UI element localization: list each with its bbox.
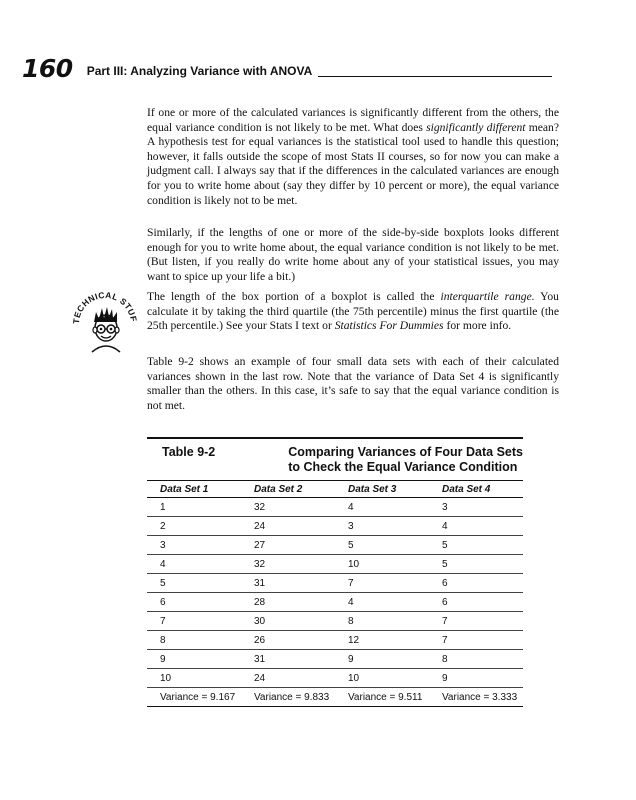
table-row: [147, 536, 523, 555]
table-cell: 3: [335, 517, 429, 536]
table-cell: 6: [429, 574, 523, 593]
table-cell: 7: [429, 612, 523, 631]
table-cell: 9: [147, 650, 241, 669]
paragraph-boxplots: [147, 226, 559, 284]
table-cell: 32: [241, 555, 335, 574]
technical-stuff-icon-graphic: [70, 284, 140, 354]
table-cell: 10: [147, 669, 241, 688]
table-cell: 4: [147, 555, 241, 574]
table-row: [147, 593, 523, 612]
table-row: [147, 650, 523, 669]
table-cell: 7: [147, 612, 241, 631]
table-cell: 6: [147, 593, 241, 612]
column-header: Data Set 4: [429, 481, 523, 498]
table-cell: 10: [335, 669, 429, 688]
table-cell: 7: [335, 574, 429, 593]
data-table: [147, 480, 523, 707]
table-header-row: [147, 481, 523, 498]
table-cell: Variance = 9.167: [147, 688, 241, 707]
table-body: [147, 498, 523, 707]
table-row: [147, 669, 523, 688]
table-cell: 2: [147, 517, 241, 536]
table-caption: [288, 445, 523, 475]
table-title-row: [147, 439, 523, 480]
column-header: Data Set 2: [241, 481, 335, 498]
text-run: for more info.: [443, 319, 512, 333]
text-run: The length of the box portion of a boxplot is called the: [147, 290, 441, 303]
text-run: Table 9-2 shows an example of four small data sets with each of their calculated variances shown in the last row. Note that the variance of Data Set 4 is significantly smaller than the others. In this case, it’s safe to say that the equal variance condition is not met.: [147, 355, 559, 412]
table-cell: 26: [241, 631, 335, 650]
technical-stuff-icon: [70, 284, 140, 354]
table-cell: 6: [429, 593, 523, 612]
table-cell: 1: [147, 498, 241, 517]
table-cell: 28: [241, 593, 335, 612]
table-cell: Variance = 3.333: [429, 688, 523, 707]
table-row: [147, 631, 523, 650]
table-caption-line-2: to Check the Equal Variance Condition: [288, 460, 518, 474]
table-number: Table 9-2: [162, 445, 216, 459]
table-cell: 24: [241, 517, 335, 536]
paragraph-interquartile-range: [147, 290, 559, 334]
table-cell: 9: [335, 650, 429, 669]
paragraph-variance-judgment: [147, 106, 559, 208]
table-cell: Variance = 9.833: [241, 688, 335, 707]
table-cell: 31: [241, 574, 335, 593]
running-header: [22, 55, 552, 81]
table-cell: 3: [429, 498, 523, 517]
text-run: You calculate it by taking the third quartile (the 75th percentile) minus the first quartile (the 25th percentile.) See your Stats I text or: [147, 290, 559, 333]
table-cell: 4: [429, 517, 523, 536]
text-run: Similarly, if the lengths of one or more of the side-by-side boxplots looks different enough for you to write home about, the equal variance condition is not likely to be met. (But listen, if you really do write home about any of your statistical issues, you may want to spice up your life a bit.): [147, 226, 559, 283]
icon-arc-label: TECHNICAL STUF: [70, 289, 139, 325]
table-cell: 5: [147, 574, 241, 593]
table-9-2: [147, 437, 523, 707]
table-cell: 8: [429, 650, 523, 669]
part-title: Part III: Analyzing Variance with ANOVA: [86, 64, 313, 78]
column-header: Data Set 1: [147, 481, 241, 498]
table-cell: 4: [335, 593, 429, 612]
italic-term: Statistics For Dummies: [334, 319, 444, 333]
table-row: [147, 498, 523, 517]
table-cell: 5: [335, 536, 429, 555]
table-cell: 8: [147, 631, 241, 650]
text-run: If one or more of the calculated variances is significantly different from the others, the equal variance condition is not likely to be met. What does: [147, 106, 559, 134]
table-cell: 7: [429, 631, 523, 650]
header-rule: [318, 76, 552, 77]
table-cell: 8: [335, 612, 429, 631]
table-cell: 27: [241, 536, 335, 555]
table-cell: 9: [429, 669, 523, 688]
table-row: [147, 612, 523, 631]
table-cell: 4: [335, 498, 429, 517]
table-caption-line-1: Comparing Variances of Four Data Sets: [288, 445, 523, 459]
italic-term: significantly different: [426, 120, 526, 134]
table-cell: 30: [241, 612, 335, 631]
italic-term: interquartile range.: [440, 290, 535, 303]
table-row: [147, 574, 523, 593]
table-cell: 12: [335, 631, 429, 650]
paragraph-table-intro: [147, 355, 559, 413]
table-cell: 5: [429, 536, 523, 555]
table-cell: 31: [241, 650, 335, 669]
page-number: 160: [22, 54, 73, 83]
table-cell: 32: [241, 498, 335, 517]
table-cell: 3: [147, 536, 241, 555]
table-cell: 24: [241, 669, 335, 688]
text-run: mean? A hypothesis test for equal variances is the statistical tool used to handle this question; however, it falls outside the scope of most Stats II courses, so for now you can make a judgment call. I always say that if the differences in the calculated variances are enough for you to write home about (say they differ by 10 percent or more), the equal variance condition is likely not to be met.: [147, 120, 559, 207]
table-cell: Variance = 9.511: [335, 688, 429, 707]
table-row: [147, 517, 523, 536]
table-cell: 10: [335, 555, 429, 574]
column-header: Data Set 3: [335, 481, 429, 498]
table-cell: 5: [429, 555, 523, 574]
variance-row: [147, 688, 523, 707]
table-row: [147, 555, 523, 574]
